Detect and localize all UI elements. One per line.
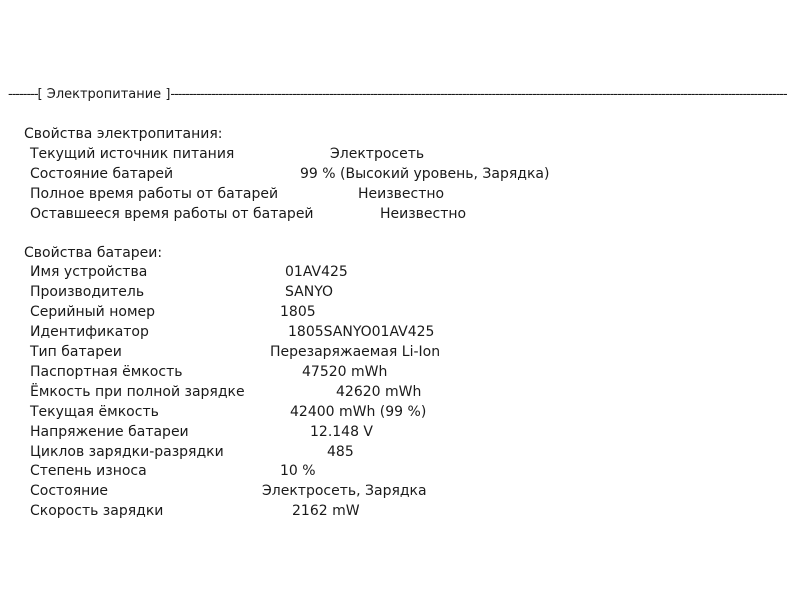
- battery-row-label: Текущая ёмкость: [30, 404, 159, 420]
- power-row-label: Состояние батарей: [30, 166, 174, 182]
- battery-row-value: 1805: [280, 304, 316, 320]
- battery-row-label: Скорость зарядки: [30, 503, 164, 519]
- battery-row-label: Степень износа: [30, 463, 147, 479]
- battery-row-label: Тип батареи: [30, 344, 122, 360]
- power-row-value: Электросеть: [330, 146, 425, 162]
- power-props-title: Свойства электропитания:: [24, 126, 223, 142]
- power-row-label: Текущий источник питания: [30, 146, 235, 162]
- battery-row-value: 1805SANYO01AV425: [288, 324, 435, 340]
- battery-row-label: Производитель: [30, 284, 145, 300]
- battery-row-value: 2162 mW: [292, 503, 360, 519]
- battery-props-title: Свойства батареи:: [24, 245, 163, 261]
- battery-row-value: Электросеть, Зарядка: [262, 483, 427, 499]
- battery-row-value: 485: [327, 444, 354, 460]
- battery-row-value: 10 %: [280, 463, 316, 479]
- battery-row-value: 01AV425: [285, 264, 348, 280]
- battery-row-label: Ёмкость при полной зарядке: [30, 384, 245, 400]
- section-header: [8, 86, 787, 104]
- battery-row-value: 42400 mWh (99 %): [290, 404, 427, 420]
- battery-row-value: 12.148 V: [310, 424, 374, 440]
- header-dash-lead: --------: [8, 87, 38, 102]
- power-row-label: Оставшееся время работы от батарей: [30, 206, 314, 222]
- power-row-value: 99 % (Высокий уровень, Зарядка): [300, 166, 550, 182]
- battery-row-label: Серийный номер: [30, 304, 156, 320]
- battery-row-value: 47520 mWh: [302, 364, 388, 380]
- power-row-value: Неизвестно: [358, 186, 445, 202]
- battery-row-label: Имя устройства: [30, 264, 148, 280]
- battery-row-value: SANYO: [285, 284, 334, 300]
- battery-row-label: Циклов зарядки-разрядки: [30, 444, 224, 460]
- battery-row-value: 42620 mWh: [336, 384, 422, 400]
- battery-row-label: Состояние: [30, 483, 109, 499]
- power-row-label: Полное время работы от батарей: [30, 186, 279, 202]
- section-header-title: [ Электропитание ]: [37, 87, 171, 102]
- battery-row-label: Паспортная ёмкость: [30, 364, 183, 380]
- battery-row-label: Напряжение батареи: [30, 424, 189, 440]
- power-row-value: Неизвестно: [380, 206, 467, 222]
- header-dash-fill: -----------------------------------------------------------------------------------------------------------------------------------------------------------------------: [170, 87, 787, 102]
- battery-row-label: Идентификатор: [30, 324, 149, 340]
- battery-row-value: Перезаряжаемая Li-Ion: [270, 344, 441, 360]
